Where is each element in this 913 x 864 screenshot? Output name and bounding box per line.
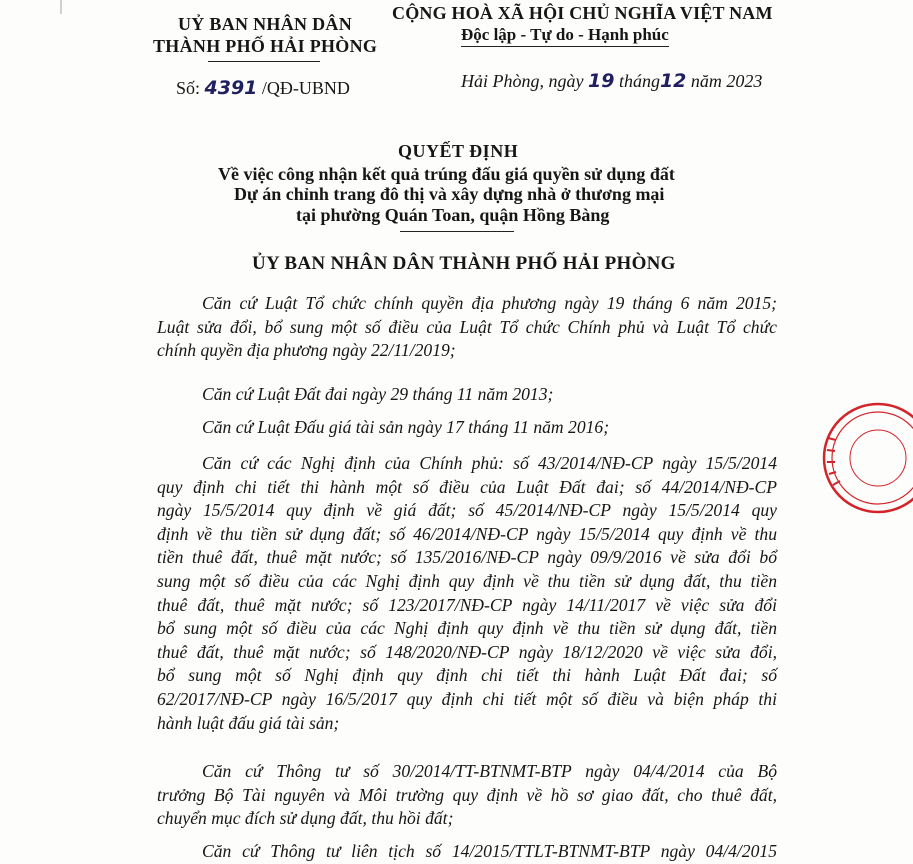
document-number-suffix: /QĐ-UBND [261,78,350,98]
legal-basis-auction-law [157,416,777,440]
legal-basis-circular-14 [157,840,777,864]
document-number [176,77,350,99]
decision-subject-line3: tại phường Quán Toan, quận Hồng Bàng [296,205,610,225]
document-number-handwritten: 4391 [204,77,258,99]
decision-subject-line2: Dự án chỉnh trang đô thị và xây dựng nhà ở thương mại [234,184,665,204]
scan-mark [60,0,62,14]
basis-line: tiền thuê đất, thuê mặt nước; số 135/2016/NĐ-CP ngày 09/9/2016 về sửa đổi bổ [157,547,777,568]
legal-basis-text [157,292,777,363]
date-day: 19 [587,70,615,92]
basis-line: thuê đất, thuê mặt nước; số 148/2020/NĐ-CP ngày 18/12/2020 về việc sửa đổi, [157,641,777,662]
basis-line: bổ sung một số điều của các Nghị định quy định về thu tiền sử dụng đất, tiền [157,618,777,639]
basis-line: Căn cứ Luật Tổ chức chính quyền địa phương ngày 19 tháng 6 năm 2015; [202,293,777,313]
title-underline [400,231,514,232]
basis-line: quy định chi tiết thi hành một số điều của Luật Đất đai; số 44/2014/NĐ-CP [157,476,777,497]
issuing-body-line2: THÀNH PHỐ HẢI PHÒNG [153,36,378,56]
basis-line: thuê đất, thuê mặt nước; số 123/2017/NĐ-CP ngày 14/11/2017 về việc sửa đổi [157,594,777,615]
legal-basis-land-law [157,383,777,407]
basis-line: Căn cứ Luật Đất đai ngày 29 tháng 11 năm 2013; [202,384,554,404]
red-seal-stamp [818,398,913,518]
document-date [461,70,762,92]
basis-line: Căn cứ Thông tư số 30/2014/TT-BTNMT-BTP ngày 04/4/2014 của Bộ [202,761,777,781]
basis-line: trưởng Bộ Tài nguyên và Môi trường quy định về hồ sơ giao đất, cho thuê đất, [157,784,777,805]
basis-line: sung một số điều của các Nghị định quy định về thu tiền sử dụng đất, thu tiền [157,570,777,591]
basis-line: Căn cứ Luật Đấu giá tài sản ngày 17 tháng 11 năm 2016; [202,417,610,437]
national-motto: Độc lập - Tự do - Hạnh phúc [461,25,669,47]
date-month: 12 [659,70,687,92]
basis-line: chuyển mục đích sử dụng đất, thu hồi đất; [157,808,454,828]
basis-line: ngày 15/5/2014 quy định về giá đất; số 45/2014/NĐ-CP ngày 15/5/2014 quy [157,500,777,521]
issuer-heading: ỦY BAN NHÂN DÂN THÀNH PHỐ HẢI PHÒNG [252,253,676,274]
date-year: năm 2023 [690,71,763,91]
decision-title: QUYẾT ĐỊNH [398,141,519,161]
national-title: CỘNG HOÀ XÃ HỘI CHỦ NGHĨA VIỆT NAM [392,3,773,23]
basis-line: chính quyền địa phương ngày 22/11/2019; [157,340,456,360]
legal-basis-decrees [157,452,777,735]
basis-line: Căn cứ các Nghị định của Chính phủ: số 43/2014/NĐ-CP ngày 15/5/2014 [202,453,777,473]
basis-line: Luật sửa đổi, bổ sung một số điều của Luật Tổ chức Chính phủ và Luật Tổ chức [157,316,777,337]
issuing-body-line1: UỶ BAN NHÂN DÂN [178,14,352,34]
basis-line: 62/2017/NĐ-CP ngày 16/5/2017 quy định chi tiết một số điều và biện pháp thi [157,688,777,709]
date-month-label: tháng [618,71,660,91]
basis-line: Căn cứ Thông tư liên tịch số 14/2015/TTLT-BTNMT-BTP ngày 04/4/2015 [202,841,777,861]
document-number-prefix: Số: [176,78,201,98]
legal-basis-circular-30 [157,760,777,831]
decision-subject-line1: Về việc công nhận kết quả trúng đấu giá quyền sử dụng đất [218,164,675,184]
basis-line: bổ sung một số Nghị định quy định chi tiết thi hành Luật Đất đai; số [157,665,777,686]
issuing-body-underline [208,61,320,62]
date-prefix: Hải Phòng, ngày [461,71,584,91]
basis-line: định về thu tiền sử dụng đất; số 46/2014/NĐ-CP ngày 15/5/2014 quy định về thu [157,523,777,544]
basis-line: hành luật đấu giá tài sản; [157,712,340,733]
